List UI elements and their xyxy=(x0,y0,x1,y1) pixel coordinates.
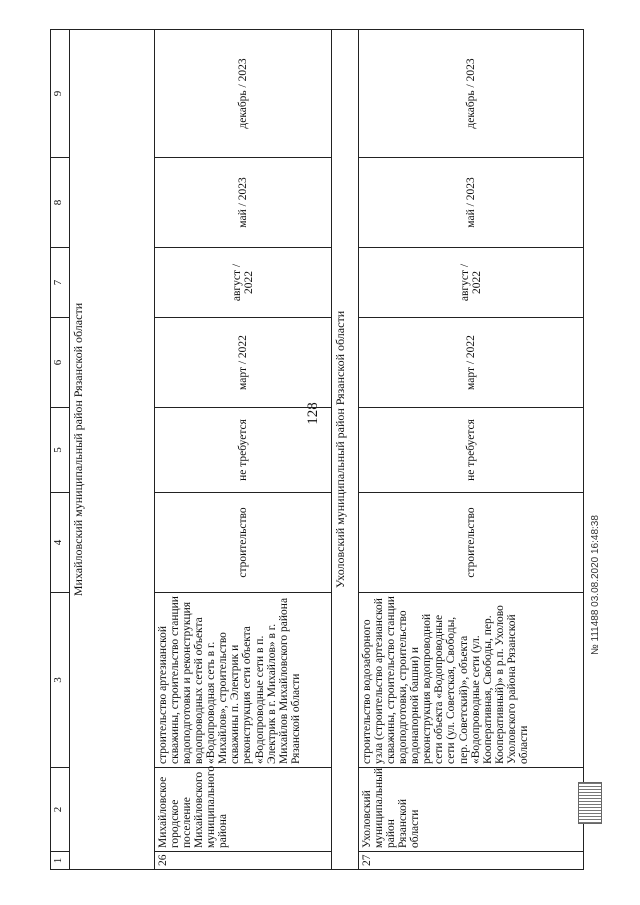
region-title: Михайловский муниципальный район Рязанской области xyxy=(70,30,155,870)
table-row xyxy=(359,30,584,870)
header-cell: 8 xyxy=(51,158,70,248)
date-cell: декабрь / 2023 xyxy=(359,30,584,158)
expertise-cell: не требуется xyxy=(359,408,584,493)
date-cell: март / 2022 xyxy=(155,318,332,408)
date-cell: март / 2022 xyxy=(359,318,584,408)
header-cell: 5 xyxy=(51,408,70,493)
expertise-cell: не требуется xyxy=(155,408,332,493)
object-cell: строительство артезианской скважины, строительство станции водоподготовки и реконструкция водопроводных сетей объекта «Водопроводная сеть в г. Михайлов», строительство скважины п. Электрик и реконструкция сети объекта «Водопроводные сети в п. Электрик в г. Михайлов» в г. Михайлов Михайловского района Рязанской области xyxy=(155,593,332,768)
investment-program-table xyxy=(50,29,584,870)
region-title: Ухоловский муниципальный район Рязанской области xyxy=(332,30,359,870)
page-number: 128 xyxy=(304,402,321,425)
row-number: 26 xyxy=(155,852,332,870)
region-row xyxy=(332,30,359,870)
header-cell: 3 xyxy=(51,593,70,768)
header-cell: 7 xyxy=(51,248,70,318)
header-cell: 2 xyxy=(51,768,70,852)
header-cell: 1 xyxy=(51,852,70,870)
header-cell: 4 xyxy=(51,493,70,593)
municipality-cell: Михайловское городское поселение Михайловского муниципального района xyxy=(155,768,332,852)
registration-stamp: № 111488 03.08.2020 16:48:38 xyxy=(590,515,601,655)
header-cell: 6 xyxy=(51,318,70,408)
header-cell: 9 xyxy=(51,30,70,158)
rotated-table-inner xyxy=(50,30,615,870)
date-cell: май / 2023 xyxy=(359,158,584,248)
row-number: 27 xyxy=(359,852,584,870)
work-type-cell: строительство xyxy=(359,493,584,593)
work-type-cell: строительство xyxy=(155,493,332,593)
rotated-table-frame xyxy=(50,30,615,870)
municipality-cell: Ухоловский муниципальный район Рязанской области xyxy=(359,768,584,852)
header-row xyxy=(51,30,70,870)
date-cell: август / 2022 xyxy=(359,248,584,318)
date-cell: август / 2022 xyxy=(155,248,332,318)
barcode-icon xyxy=(578,782,602,824)
table-row xyxy=(155,30,332,870)
date-cell: декабрь / 2023 xyxy=(155,30,332,158)
date-cell: май / 2023 xyxy=(155,158,332,248)
region-row xyxy=(70,30,155,870)
object-cell: строительство водозаборного узла (строительство артезианской скважины, строительство станции водоподготовки, строительство водонапорной башни) и реконструкция водопроводной сети объекта «Водопроводные сети (ул. Советская, Свободы, пер. Советский)», объекта «Водопроводные сети (ул. Кооперативная, Свободы, пер. Кооперативный)» в р.п. Ухолово Ухоловского района Рязанской области xyxy=(359,593,584,768)
